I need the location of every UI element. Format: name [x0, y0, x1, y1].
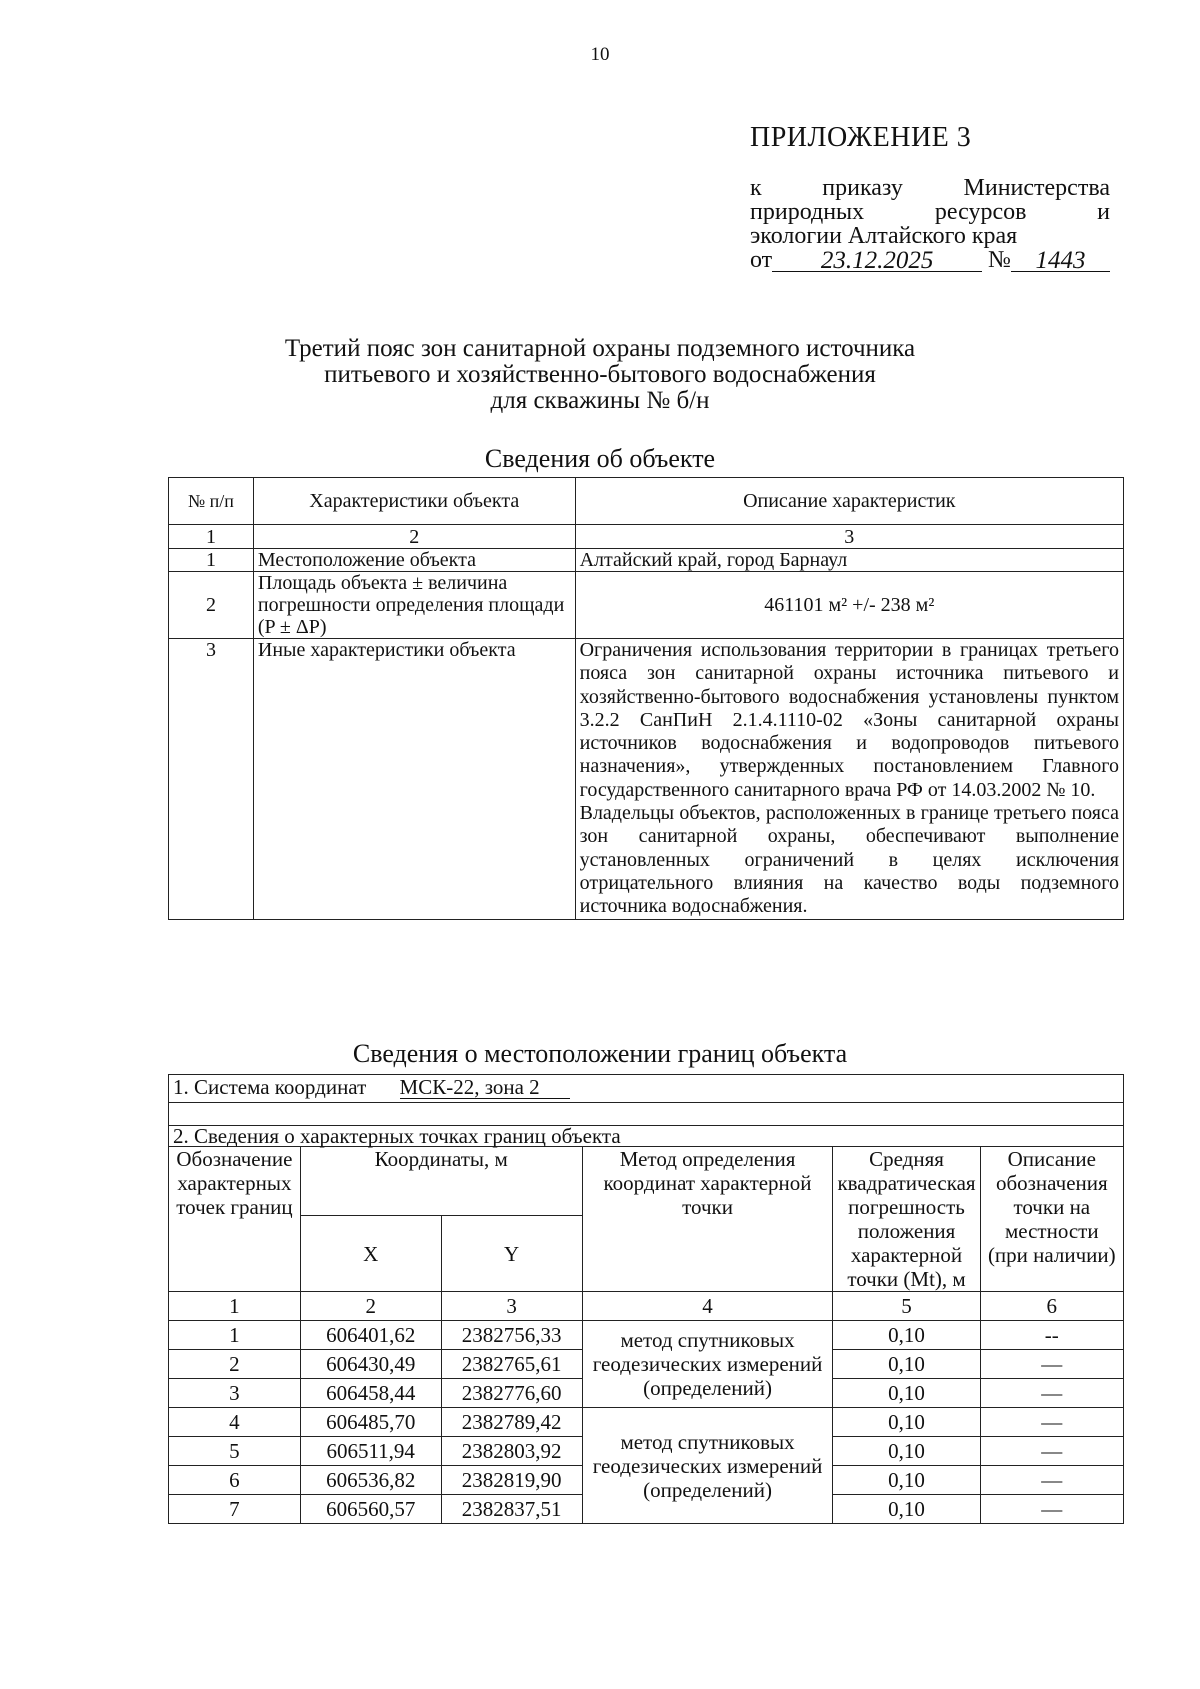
number-prefix: №: [988, 247, 1011, 273]
header-description: Описание характеристик: [575, 478, 1123, 525]
header-point-description: Описание обозначения точки на местности (при наличии): [980, 1147, 1123, 1292]
object-info-table: [168, 477, 1124, 920]
appendix-title: ПРИЛОЖЕНИЕ 3: [750, 122, 972, 153]
boundary-info-title: Сведения о местоположении границ объекта: [352, 1039, 848, 1068]
point-id: 4: [169, 1408, 301, 1437]
row-num: 3: [169, 639, 254, 920]
point-desc: —: [980, 1437, 1123, 1466]
header-coordinates: Координаты, м: [300, 1147, 582, 1216]
document-title: [0, 336, 1200, 414]
column-number: 2: [253, 525, 575, 549]
table-row: [169, 549, 1124, 572]
point-desc: —: [980, 1350, 1123, 1379]
point-id: 7: [169, 1495, 301, 1524]
table-header-row: [169, 1147, 1124, 1216]
point-x: 606430,49: [300, 1350, 441, 1379]
appendix-word: приказу: [822, 175, 903, 201]
point-x: 606511,94: [300, 1437, 441, 1466]
appendix-line-3: экологии Алтайского края: [750, 223, 1018, 249]
column-number: 2: [300, 1292, 441, 1321]
column-number: 4: [582, 1292, 833, 1321]
row-description: Алтайский край, город Барнаул: [575, 549, 1123, 572]
coord-system-label: 1. Система координат: [173, 1075, 367, 1099]
point-y: 2382756,33: [441, 1321, 582, 1350]
point-error: 0,10: [833, 1379, 980, 1408]
column-numbers-row: [169, 525, 1124, 549]
row-characteristic: Площадь объекта ± величина погрешности определения площади (P ± ΔP): [253, 572, 575, 639]
point-x: 606560,57: [300, 1495, 441, 1524]
appendix-word: ресурсов: [934, 199, 1027, 225]
point-desc: —: [980, 1379, 1123, 1408]
table-row: [169, 1408, 1124, 1437]
point-x: 606401,62: [300, 1321, 441, 1350]
point-desc: —: [980, 1408, 1123, 1437]
point-y: 2382837,51: [441, 1495, 582, 1524]
appendix-line-2: [750, 200, 1110, 224]
blank-row: [169, 1103, 1124, 1126]
row-description: [575, 639, 1123, 920]
date-prefix: от: [750, 247, 773, 273]
row-characteristic: Иные характеристики объекта: [253, 639, 575, 920]
document-title-line: питьевого и хозяйственно-бытового водоснабжения: [324, 361, 876, 388]
point-error: 0,10: [833, 1408, 980, 1437]
handwritten-date: 23.12.2025: [772, 251, 982, 272]
table-row: [169, 639, 1124, 920]
point-x: 606458,44: [300, 1379, 441, 1408]
point-id: 1: [169, 1321, 301, 1350]
column-number: 3: [575, 525, 1123, 549]
header-designation: Обозначение характерных точек границ: [169, 1147, 301, 1292]
appendix-date-line: [750, 248, 1110, 272]
point-y: 2382789,42: [441, 1408, 582, 1437]
point-error: 0,10: [833, 1466, 980, 1495]
point-error: 0,10: [833, 1437, 980, 1466]
point-id: 5: [169, 1437, 301, 1466]
appendix-word: Министерства: [963, 175, 1110, 201]
point-error: 0,10: [833, 1321, 980, 1350]
row-num: 1: [169, 549, 254, 572]
point-method: метод спутниковых геодезических измерений (определений): [582, 1408, 833, 1524]
column-number: 1: [169, 525, 254, 549]
point-desc: --: [980, 1321, 1123, 1350]
coord-system-row: [169, 1075, 1124, 1103]
column-number: 1: [169, 1292, 301, 1321]
appendix-line-1: [750, 176, 1110, 200]
point-error: 0,10: [833, 1350, 980, 1379]
point-y: 2382819,90: [441, 1466, 582, 1495]
appendix-word: и: [1097, 199, 1110, 225]
points-label: 2. Сведения о характерных точках границ объекта: [169, 1126, 1124, 1147]
row-num: 2: [169, 572, 254, 639]
header-error: Средняя квадратическая погрешность положения характерной точки (Mt), м: [833, 1147, 980, 1292]
point-error: 0,10: [833, 1495, 980, 1524]
point-y: 2382803,92: [441, 1437, 582, 1466]
header-method: Метод определения координат характерной точки: [582, 1147, 833, 1292]
point-desc: —: [980, 1466, 1123, 1495]
table-row: [169, 572, 1124, 639]
appendix-word: природных: [750, 199, 865, 225]
coord-system-value: МСК-22, зона 2: [400, 1076, 570, 1099]
point-x: 606485,70: [300, 1408, 441, 1437]
coord-system-cell: [169, 1075, 1124, 1103]
point-y: 2382776,60: [441, 1379, 582, 1408]
handwritten-number: 1443: [1011, 251, 1110, 272]
header-y: Y: [441, 1216, 582, 1292]
column-number: 3: [441, 1292, 582, 1321]
document-title-line: Третий пояс зон санитарной охраны подземного источника: [284, 335, 916, 362]
point-x: 606536,82: [300, 1466, 441, 1495]
header-num: № п/п: [169, 478, 254, 525]
boundary-points-table: [168, 1074, 1124, 1524]
point-id: 6: [169, 1466, 301, 1495]
column-number: 5: [833, 1292, 980, 1321]
blank-cell: [169, 1103, 1124, 1126]
point-id: 2: [169, 1350, 301, 1379]
points-label-row: [169, 1126, 1124, 1147]
point-method: метод спутниковых геодезических измерений (определений): [582, 1321, 833, 1408]
table-header-row: [169, 478, 1124, 525]
header-characteristics: Характеристики объекта: [253, 478, 575, 525]
row-characteristic: Местоположение объекта: [253, 549, 575, 572]
table-row: [169, 1321, 1124, 1350]
point-id: 3: [169, 1379, 301, 1408]
appendix-reference: [750, 176, 1110, 272]
column-numbers-row: [169, 1292, 1124, 1321]
object-info-title: Сведения об объекте: [484, 444, 716, 473]
column-number: 6: [980, 1292, 1123, 1321]
appendix-word: к: [750, 175, 762, 201]
page-number: 10: [590, 44, 610, 65]
document-title-line: для скважины № б/н: [490, 387, 710, 414]
point-desc: —: [980, 1495, 1123, 1524]
row-description: 461101 м² +/- 238 м²: [575, 572, 1123, 639]
header-x: X: [300, 1216, 441, 1292]
description-paragraph: Владельцы объектов, расположенных в границе третьего пояса зон санитарной охраны, обеспечивают выполнение установленных ограничений в целях исключения отрицательного влияния на качество воды подземного источника водоснабжения.: [579, 802, 1119, 918]
point-y: 2382765,61: [441, 1350, 582, 1379]
description-paragraph: Ограничения использования территории в границах третьего пояса зон санитарной охраны источника питьевого и хозяйственно-бытового водоснабжения установлены пунктом 3.2.2 СанПиН 2.1.4.1110-02 «Зоны санитарной охраны источников водоснабжения и водопроводов питьевого назначения», утвержденных постановлением Главного государственного санитарного врача РФ от 14.03.2002 № 10.: [579, 639, 1119, 801]
